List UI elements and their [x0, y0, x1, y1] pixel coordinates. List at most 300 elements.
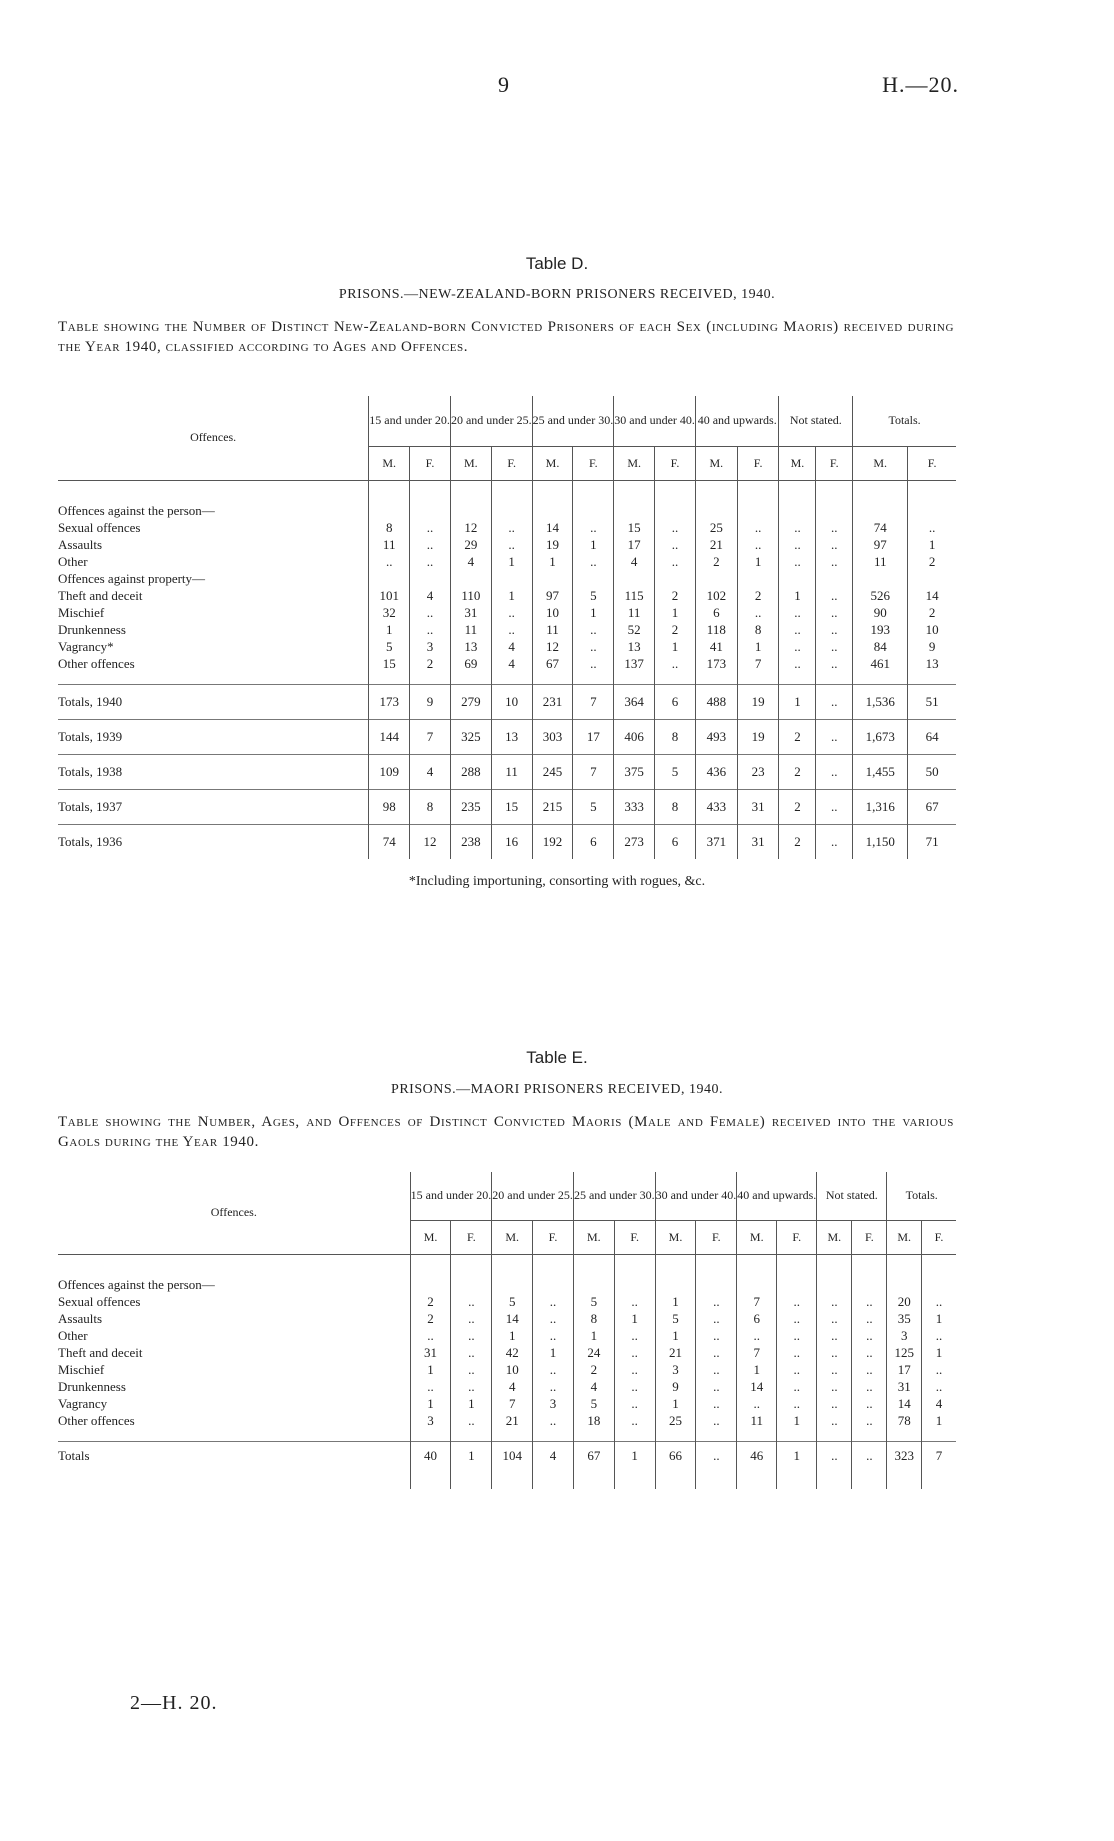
sex-f-header: F.: [921, 1220, 956, 1254]
cell-value: ..: [737, 604, 779, 621]
cell-value: 25: [655, 1412, 696, 1429]
cell-value: 12: [450, 519, 491, 536]
cell-value: 15: [491, 789, 532, 824]
cell-value: 1: [655, 1395, 696, 1412]
table-row: [58, 553, 956, 570]
cell-value: 7: [492, 1395, 533, 1412]
row-label: Theft and deceit: [58, 587, 143, 603]
cell-value: ..: [491, 519, 532, 536]
offences-header: Offences.: [190, 430, 237, 445]
cell-value: 5: [573, 1293, 614, 1310]
cell-value: 2: [779, 789, 816, 824]
cell-value: 4: [921, 1395, 956, 1412]
cell-value: 7: [737, 1293, 777, 1310]
cell-value: ..: [777, 1293, 817, 1310]
cell-value: 1,455: [853, 754, 908, 789]
sex-m-header: M.: [450, 446, 491, 480]
cell-value: ..: [852, 1361, 887, 1378]
cell-value: 31: [887, 1378, 922, 1395]
cell-value: 3: [887, 1327, 922, 1344]
cell-value: ..: [852, 1412, 887, 1429]
cell-value: 1: [492, 1327, 533, 1344]
table-row: [58, 638, 956, 655]
cell-value: ..: [410, 1327, 451, 1344]
cell-value: 25: [695, 519, 737, 536]
cell-value: ..: [816, 621, 853, 638]
cell-value: ..: [817, 1412, 852, 1429]
cell-value: 4: [410, 587, 451, 604]
cell-value: ..: [696, 1361, 737, 1378]
cell-value: 215: [532, 789, 573, 824]
cell-value: 288: [450, 754, 491, 789]
cell-value: ..: [816, 754, 853, 789]
cell-value: ..: [533, 1378, 574, 1395]
cell-value: ..: [533, 1310, 574, 1327]
cell-value: ..: [410, 519, 451, 536]
cell-value: 1: [655, 1327, 696, 1344]
cell-value: 137: [614, 655, 655, 672]
cell-value: 4: [573, 1378, 614, 1395]
cell-value: 4: [450, 553, 491, 570]
cell-value: ..: [573, 519, 614, 536]
age-header: 30 and under 40.: [655, 1172, 737, 1220]
table-row: [58, 1327, 956, 1344]
cell-value: 29: [450, 536, 491, 553]
row-label: Drunkenness: [58, 621, 126, 637]
cell-value: ..: [410, 621, 451, 638]
cell-value: ..: [533, 1293, 574, 1310]
cell-value: 1: [655, 604, 696, 621]
cell-value: ..: [779, 553, 816, 570]
totals-row: [58, 789, 956, 824]
cell-value: 1,536: [853, 684, 908, 719]
cell-value: 11: [853, 553, 908, 570]
group-row-label: Offences against the person—: [58, 502, 215, 518]
cell-value: 3: [410, 638, 451, 655]
cell-value: 173: [695, 655, 737, 672]
cell-value: 98: [369, 789, 410, 824]
table-row: [58, 1310, 956, 1327]
cell-value: 488: [695, 684, 737, 719]
row-label: Mischief: [58, 604, 105, 620]
cell-value: 245: [532, 754, 573, 789]
row-label: Drunkenness: [58, 1378, 126, 1394]
cell-value: ..: [816, 719, 853, 754]
table-row: [58, 1412, 956, 1429]
cell-value: 7: [573, 684, 614, 719]
table-d: [58, 396, 956, 859]
cell-value: ..: [369, 553, 410, 570]
offences-header: Offences.: [210, 1205, 257, 1220]
cell-value: ..: [655, 519, 696, 536]
cell-value: ..: [451, 1310, 492, 1327]
row-label: Vagrancy*: [58, 638, 114, 654]
cell-value: 74: [369, 824, 410, 859]
cell-value: ..: [816, 655, 853, 672]
cell-value: ..: [573, 553, 614, 570]
cell-value: 323: [887, 1441, 922, 1471]
table-row: [58, 655, 956, 672]
sex-m-header: M.: [410, 1220, 451, 1254]
cell-value: 1: [777, 1412, 817, 1429]
cell-value: 6: [695, 604, 737, 621]
cell-value: 2: [908, 604, 956, 621]
cell-value: 1: [410, 1395, 451, 1412]
age-header: 30 and under 40.: [614, 396, 696, 446]
cell-value: 1: [533, 1344, 574, 1361]
cell-value: ..: [614, 1378, 655, 1395]
cell-value: ..: [852, 1395, 887, 1412]
table-row: [58, 1378, 956, 1395]
table-e: [58, 1172, 956, 1489]
cell-value: ..: [737, 1327, 777, 1344]
cell-value: 8: [737, 621, 779, 638]
cell-value: 90: [853, 604, 908, 621]
cell-value: ..: [491, 621, 532, 638]
cell-value: 5: [573, 1395, 614, 1412]
cell-value: 21: [695, 536, 737, 553]
cell-value: 1: [532, 553, 573, 570]
table-d-description: Table showing the Number of Distinct New-Zealand-born Convicted Prisoners of each Sex (including Maoris) received during the Year 1940, classified according to Ages and Offences.: [58, 319, 954, 355]
cell-value: 2: [737, 587, 779, 604]
row-label: Other offences: [58, 1412, 135, 1428]
cell-value: 12: [410, 824, 451, 859]
cell-value: ..: [921, 1361, 956, 1378]
cell-value: 20: [887, 1293, 922, 1310]
cell-value: ..: [410, 604, 451, 621]
cell-value: 31: [737, 824, 779, 859]
cell-value: 35: [887, 1310, 922, 1327]
row-label: Totals, 1940: [58, 684, 369, 719]
cell-value: ..: [696, 1412, 737, 1429]
cell-value: 110: [450, 587, 491, 604]
cell-value: 1: [451, 1441, 492, 1471]
sex-f-header: F.: [451, 1220, 492, 1254]
cell-value: ..: [852, 1310, 887, 1327]
cell-value: 1: [573, 536, 614, 553]
cell-value: ..: [777, 1395, 817, 1412]
cell-value: 235: [450, 789, 491, 824]
age-header: Not stated.: [779, 396, 853, 446]
cell-value: ..: [777, 1310, 817, 1327]
row-label: Totals: [58, 1441, 410, 1471]
cell-value: 1: [451, 1395, 492, 1412]
cell-value: 1: [573, 604, 614, 621]
cell-value: ..: [777, 1361, 817, 1378]
sex-m-header: M.: [887, 1220, 922, 1254]
cell-value: 109: [369, 754, 410, 789]
cell-value: 1: [614, 1441, 655, 1471]
cell-value: ..: [817, 1344, 852, 1361]
sex-m-header: M.: [614, 446, 655, 480]
cell-value: 11: [450, 621, 491, 638]
sex-f-header: F.: [696, 1220, 737, 1254]
cell-value: 1: [779, 684, 816, 719]
row-label: Other: [58, 553, 88, 569]
cell-value: 333: [614, 789, 655, 824]
cell-value: 364: [614, 684, 655, 719]
cell-value: 10: [492, 1361, 533, 1378]
sex-m-header: M.: [853, 446, 908, 480]
cell-value: 10: [491, 684, 532, 719]
cell-value: 19: [737, 719, 779, 754]
cell-value: ..: [779, 536, 816, 553]
sex-m-header: M.: [737, 1220, 777, 1254]
table-row: [58, 519, 956, 536]
cell-value: 3: [655, 1361, 696, 1378]
cell-value: ..: [533, 1327, 574, 1344]
sex-f-header: F.: [737, 446, 779, 480]
cell-value: 18: [573, 1412, 614, 1429]
cell-value: 31: [450, 604, 491, 621]
cell-value: 21: [655, 1344, 696, 1361]
sex-m-header: M.: [492, 1220, 533, 1254]
cell-value: ..: [921, 1327, 956, 1344]
cell-value: ..: [696, 1344, 737, 1361]
cell-value: ..: [614, 1327, 655, 1344]
table-row: [58, 536, 956, 553]
cell-value: 1: [921, 1310, 956, 1327]
cell-value: 11: [737, 1412, 777, 1429]
cell-value: ..: [816, 536, 853, 553]
cell-value: 67: [532, 655, 573, 672]
cell-value: ..: [817, 1327, 852, 1344]
cell-value: 125: [887, 1344, 922, 1361]
cell-value: ..: [921, 1378, 956, 1395]
cell-value: 8: [655, 789, 696, 824]
sex-f-header: F.: [491, 446, 532, 480]
cell-value: 436: [695, 754, 737, 789]
cell-value: 1: [655, 638, 696, 655]
cell-value: ..: [777, 1327, 817, 1344]
cell-value: 2: [655, 587, 696, 604]
cell-value: 17: [614, 536, 655, 553]
cell-value: 19: [737, 684, 779, 719]
cell-value: 4: [491, 655, 532, 672]
cell-value: ..: [737, 536, 779, 553]
cell-value: 17: [573, 719, 614, 754]
sex-f-header: F.: [908, 446, 956, 480]
cell-value: 6: [655, 684, 696, 719]
sex-m-header: M.: [695, 446, 737, 480]
cell-value: ..: [908, 519, 956, 536]
table-row: [58, 1293, 956, 1310]
cell-value: ..: [816, 604, 853, 621]
cell-value: 273: [614, 824, 655, 859]
cell-value: 118: [695, 621, 737, 638]
cell-value: 104: [492, 1441, 533, 1471]
row-label: Sexual offences: [58, 519, 141, 535]
cell-value: 325: [450, 719, 491, 754]
row-label: Sexual offences: [58, 1293, 141, 1309]
cell-value: 1: [369, 621, 410, 638]
cell-value: ..: [696, 1293, 737, 1310]
cell-value: 9: [655, 1378, 696, 1395]
cell-value: ..: [573, 621, 614, 638]
cell-value: 4: [614, 553, 655, 570]
row-label: Totals, 1937: [58, 789, 369, 824]
row-label: Totals, 1939: [58, 719, 369, 754]
cell-value: ..: [852, 1344, 887, 1361]
sex-m-header: M.: [655, 1220, 696, 1254]
cell-value: ..: [817, 1310, 852, 1327]
cell-value: 192: [532, 824, 573, 859]
cell-value: 1: [908, 536, 956, 553]
cell-value: 13: [491, 719, 532, 754]
cell-value: 2: [410, 1310, 451, 1327]
cell-value: ..: [696, 1327, 737, 1344]
cell-value: ..: [852, 1441, 887, 1471]
cell-value: 71: [908, 824, 956, 859]
cell-value: 2: [908, 553, 956, 570]
cell-value: 8: [410, 789, 451, 824]
cell-value: ..: [817, 1395, 852, 1412]
cell-value: ..: [451, 1327, 492, 1344]
cell-value: 10: [532, 604, 573, 621]
cell-value: ..: [817, 1378, 852, 1395]
cell-value: 66: [655, 1441, 696, 1471]
cell-value: 1,316: [853, 789, 908, 824]
cell-value: 52: [614, 621, 655, 638]
cell-value: 41: [695, 638, 737, 655]
cell-value: 1: [779, 587, 816, 604]
cell-value: 6: [573, 824, 614, 859]
cell-value: 15: [614, 519, 655, 536]
cell-value: 5: [573, 789, 614, 824]
cell-value: ..: [614, 1293, 655, 1310]
cell-value: 9: [410, 684, 451, 719]
sex-m-header: M.: [573, 1220, 614, 1254]
cell-value: 1: [737, 1361, 777, 1378]
totals-row: [58, 754, 956, 789]
cell-value: ..: [573, 655, 614, 672]
cell-value: ..: [779, 604, 816, 621]
age-header: 15 and under 20.: [369, 396, 451, 446]
cell-value: 4: [533, 1441, 574, 1471]
sex-f-header: F.: [614, 1220, 655, 1254]
cell-value: 461: [853, 655, 908, 672]
sex-f-header: F.: [852, 1220, 887, 1254]
cell-value: ..: [817, 1441, 852, 1471]
sex-f-header: F.: [777, 1220, 817, 1254]
cell-value: 9: [908, 638, 956, 655]
cell-value: 14: [737, 1378, 777, 1395]
cell-value: ..: [816, 824, 853, 859]
cell-value: ..: [696, 1441, 737, 1471]
cell-value: 4: [491, 638, 532, 655]
cell-value: ..: [921, 1293, 956, 1310]
table-row: [58, 604, 956, 621]
cell-value: 11: [532, 621, 573, 638]
page-number: 9: [498, 72, 509, 97]
table-row: [58, 1361, 956, 1378]
cell-value: 3: [533, 1395, 574, 1412]
cell-value: 493: [695, 719, 737, 754]
cell-value: 51: [908, 684, 956, 719]
cell-value: 115: [614, 587, 655, 604]
cell-value: ..: [451, 1344, 492, 1361]
cell-value: 11: [614, 604, 655, 621]
cell-value: 64: [908, 719, 956, 754]
cell-value: 67: [908, 789, 956, 824]
cell-value: 7: [737, 1344, 777, 1361]
cell-value: 16: [491, 824, 532, 859]
cell-value: ..: [533, 1412, 574, 1429]
cell-value: 84: [853, 638, 908, 655]
cell-value: 14: [908, 587, 956, 604]
cell-value: 11: [491, 754, 532, 789]
cell-value: 238: [450, 824, 491, 859]
group-row-label: Offences against the person—: [58, 1276, 215, 1292]
cell-value: 2: [779, 824, 816, 859]
cell-value: ..: [816, 789, 853, 824]
row-label: Assaults: [58, 536, 103, 552]
cell-value: 406: [614, 719, 655, 754]
table-row: [58, 621, 956, 638]
cell-value: ..: [737, 519, 779, 536]
cell-value: 2: [410, 1293, 451, 1310]
cell-value: 1,673: [853, 719, 908, 754]
cell-value: 14: [532, 519, 573, 536]
cell-value: 1: [921, 1344, 956, 1361]
cell-value: ..: [655, 553, 696, 570]
cell-value: 2: [410, 655, 451, 672]
cell-value: ..: [779, 519, 816, 536]
table-e-subtitle: PRISONS.—MAORI PRISONERS RECEIVED, 1940.: [391, 1082, 723, 1097]
cell-value: 97: [532, 587, 573, 604]
cell-value: ..: [614, 1395, 655, 1412]
cell-value: 74: [853, 519, 908, 536]
cell-value: ..: [852, 1293, 887, 1310]
cell-value: 1,150: [853, 824, 908, 859]
cell-value: ..: [451, 1412, 492, 1429]
cell-value: 144: [369, 719, 410, 754]
cell-value: 173: [369, 684, 410, 719]
cell-value: 1: [410, 1361, 451, 1378]
row-label: Vagrancy: [58, 1395, 108, 1411]
cell-value: 5: [573, 587, 614, 604]
age-header: 25 and under 30.: [573, 1172, 655, 1220]
cell-value: 19: [532, 536, 573, 553]
age-header: 25 and under 30.: [532, 396, 614, 446]
cell-value: ..: [410, 553, 451, 570]
table-row: [58, 1344, 956, 1361]
cell-value: 279: [450, 684, 491, 719]
cell-value: 2: [779, 719, 816, 754]
totals-row: [58, 684, 956, 719]
table-e-description: Table showing the Number, Ages, and Offences of Distinct Convicted Maoris (Male and Female) received into the various Gaols during the Year 1940.: [58, 1114, 954, 1150]
cell-value: ..: [779, 621, 816, 638]
table-d-subtitle: PRISONS.—NEW-ZEALAND-BORN PRISONERS RECEIVED, 1940.: [338, 287, 776, 302]
table-d-caption: Table D.: [525, 254, 589, 273]
cell-value: 5: [655, 754, 696, 789]
cell-value: ..: [451, 1361, 492, 1378]
cell-value: ..: [410, 536, 451, 553]
cell-value: 1: [655, 1293, 696, 1310]
sex-f-header: F.: [816, 446, 853, 480]
cell-value: 11: [369, 536, 410, 553]
cell-value: ..: [410, 1378, 451, 1395]
cell-value: 24: [573, 1344, 614, 1361]
cell-value: 32: [369, 604, 410, 621]
cell-value: 231: [532, 684, 573, 719]
age-header: 20 and under 25.: [492, 1172, 574, 1220]
cell-value: 4: [492, 1378, 533, 1395]
cell-value: 12: [532, 638, 573, 655]
cell-value: 7: [573, 754, 614, 789]
cell-value: ..: [533, 1361, 574, 1378]
cell-value: ..: [816, 684, 853, 719]
